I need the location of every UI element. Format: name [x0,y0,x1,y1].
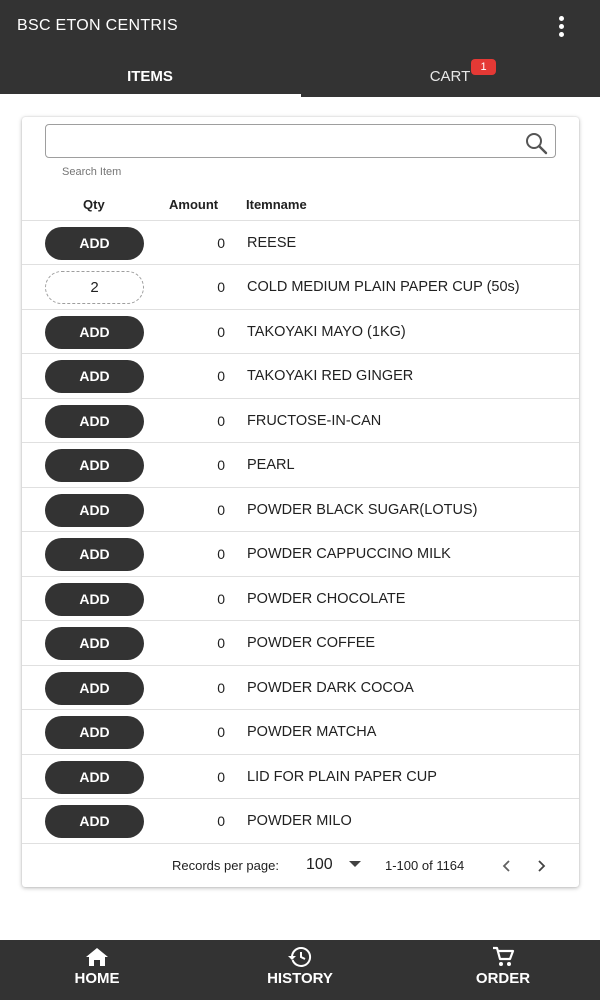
table-row [22,487,579,531]
active-tab-indicator [0,94,301,97]
records-per-page-select[interactable]: 100 [306,856,333,873]
add-button[interactable]: ADD [45,316,144,349]
row-amount: 0 [217,324,225,340]
pagination [22,843,579,887]
row-itemname: POWDER BLACK SUGAR(LOTUS) [247,502,478,518]
row-amount: 0 [217,413,225,429]
table-row [22,398,579,442]
add-button[interactable]: ADD [45,449,144,482]
row-itemname: TAKOYAKI RED GINGER [247,368,414,384]
nav-order-label: ORDER [475,970,531,987]
row-itemname: POWDER CHOCOLATE [247,591,406,607]
nav-order[interactable] [453,940,553,1000]
row-amount: 0 [217,680,225,696]
row-itemname: POWDER DARK COCOA [247,680,414,696]
row-itemname: TAKOYAKI MAYO (1KG) [247,324,406,340]
search-label: Search Item [62,166,122,178]
home-icon [84,946,110,968]
row-itemname: LID FOR PLAIN PAPER CUP [247,769,437,785]
items-card [22,117,579,887]
row-amount: 0 [217,769,225,785]
table-row [22,531,579,575]
add-button[interactable]: ADD [45,494,144,527]
row-itemname: REESE [247,235,297,251]
quantity-field[interactable]: 2 [45,271,144,304]
tab-bar [0,56,600,97]
add-button[interactable]: ADD [45,716,144,749]
nav-home-label: HOME [74,970,120,987]
add-button[interactable]: ADD [45,360,144,393]
row-amount: 0 [217,546,225,562]
add-button[interactable]: ADD [45,583,144,616]
caret-down-icon[interactable] [349,861,361,867]
row-amount: 0 [217,724,225,740]
nav-history[interactable] [250,940,350,1000]
row-itemname: POWDER COFFEE [247,635,376,651]
row-amount: 0 [217,235,225,251]
nav-home[interactable] [47,940,147,1000]
add-button[interactable]: ADD [45,627,144,660]
cart-count-badge: 1 [471,59,496,75]
table-row [22,442,579,486]
app-bar [0,0,600,56]
page-range: 1-100 of 1164 [385,858,465,873]
add-button[interactable]: ADD [45,805,144,838]
chevron-left-icon[interactable] [500,857,514,875]
row-amount: 0 [217,635,225,651]
records-per-page-label: Records per page: [172,858,279,873]
row-itemname: POWDER MILO [247,813,352,829]
table-row [22,576,579,620]
row-amount: 0 [217,502,225,518]
row-itemname: POWDER MATCHA [247,724,377,740]
add-button[interactable]: ADD [45,538,144,571]
tab-cart[interactable]: CART [429,68,471,85]
row-amount: 0 [217,279,225,295]
search-input[interactable] [45,124,556,158]
row-amount: 0 [217,591,225,607]
row-itemname: COLD MEDIUM PLAIN PAPER CUP (50s) [247,279,520,295]
cart-icon [490,946,516,968]
add-button[interactable]: ADD [45,761,144,794]
chevron-right-icon[interactable] [534,857,548,875]
app-title: BSC ETON CENTRIS [17,17,178,34]
header-qty: Qty [83,197,105,212]
row-amount: 0 [217,813,225,829]
add-button[interactable]: ADD [45,227,144,260]
table-row [22,620,579,664]
header-amount: Amount [169,197,219,212]
tab-items[interactable]: ITEMS [127,68,173,85]
table-row [22,754,579,798]
table-row [22,353,579,397]
search-icon[interactable] [524,131,548,155]
nav-history-label: HISTORY [267,970,333,987]
header-itemname: Itemname [246,197,307,212]
table-row [22,709,579,753]
add-button[interactable]: ADD [45,405,144,438]
table-row [22,665,579,709]
row-itemname: POWDER CAPPUCCINO MILK [247,546,451,562]
row-itemname: FRUCTOSE-IN-CAN [247,413,382,429]
table-row [22,264,579,308]
table-row [22,798,579,842]
row-amount: 0 [217,368,225,384]
table-row [22,309,579,353]
more-vert-icon[interactable] [548,12,574,42]
row-amount: 0 [217,457,225,473]
row-itemname: PEARL [247,457,295,473]
add-button[interactable]: ADD [45,672,144,705]
bottom-nav [0,940,600,1000]
history-icon [287,946,313,968]
table-row [22,220,579,264]
